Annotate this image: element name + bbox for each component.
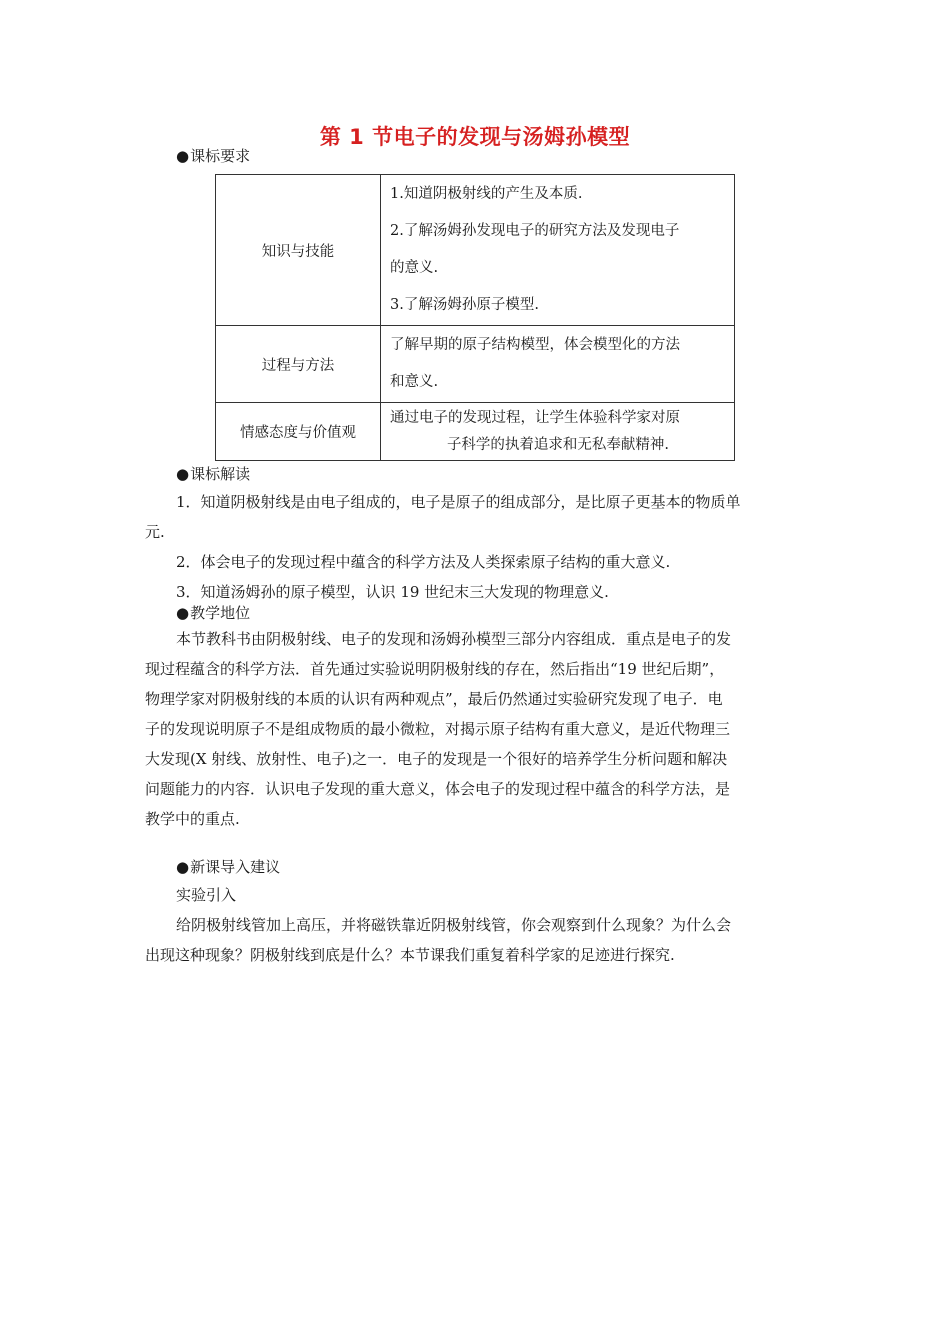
bullet-icon: ● bbox=[176, 858, 190, 876]
list-item-continuation: 元. bbox=[145, 523, 165, 541]
table-row bbox=[216, 175, 735, 326]
table-value-cell: 了解早期的原子结构模型，体会模型化的方法 和意义. bbox=[381, 326, 735, 403]
table-value-cell: 1.知道阴极射线的产生及本质. 2.了解汤姆孙发现电子的研究方法及发现电子 的意义. 3.了解汤姆孙原子模型. bbox=[381, 175, 735, 326]
section-heading-standards: ●课标要求 bbox=[176, 147, 251, 165]
table-value-cell: 通过电子的发现过程，让学生体验科学家对原 子科学的执着追求和无私奉献精神. bbox=[381, 403, 735, 461]
table-row bbox=[216, 326, 735, 403]
table-key-cell: 过程与方法 bbox=[216, 326, 381, 403]
intro-paragraph: 实验引入 给阴极射线管加上高压，并将磁铁靠近阴极射线管，你会观察到什么现象？为什么会 出现这种现象？阴极射线到底是什么？本节课我们重复着科学家的足迹进行探究. bbox=[145, 880, 809, 970]
standards-table bbox=[215, 174, 735, 461]
bullet-icon: ● bbox=[176, 465, 190, 483]
intro-subheading: 实验引入 bbox=[176, 886, 237, 904]
table-row bbox=[216, 403, 735, 461]
list-item: 2．体会电子的发现过程中蕴含的科学方法及人类探索原子结构的重大意义. bbox=[176, 553, 671, 571]
section-heading-interpretation: ●课标解读 bbox=[176, 465, 251, 483]
list-item: 3．知道汤姆孙的原子模型，认识 19 世纪末三大发现的物理意义. bbox=[176, 583, 609, 601]
section-heading-position: ●教学地位 bbox=[176, 604, 251, 622]
page-title: 第 1 节电子的发现与汤姆孙模型 bbox=[319, 125, 631, 149]
list-item: 1．知道阴极射线是由电子组成的，电子是原子的组成部分，是比原子更基本的物质单 bbox=[176, 493, 741, 511]
table-key-cell: 知识与技能 bbox=[216, 175, 381, 326]
interpretation-list bbox=[145, 487, 809, 607]
section-heading-intro: ●新课导入建议 bbox=[176, 858, 281, 876]
table-key-cell: 情感态度与价值观 bbox=[216, 403, 381, 461]
bullet-icon: ● bbox=[176, 604, 190, 622]
bullet-icon: ● bbox=[176, 147, 190, 165]
position-paragraph: 本节教科书由阴极射线、电子的发现和汤姆孙模型三部分内容组成．重点是电子的发 现过程蕴含的科学方法．首先通过实验说明阴极射线的存在，然后指出“19 世纪后期”， 物理学家对阴极射线的本质的认识有两种观点”，最后仍然通过实验研究发现了电子．电 子的发现说明原子不是组成物质的最小微粒，对揭示原子结构有重大意义，是近代物理三 大发现(X 射线、放射性、电子)之一．电子的发现是一个很好的培养学生分析问题和解决 问题能力的内容．认识电子发现的重大意义，体会电子的发现过程中蕴含的科学方法，是 教学中的重点. bbox=[145, 630, 732, 828]
